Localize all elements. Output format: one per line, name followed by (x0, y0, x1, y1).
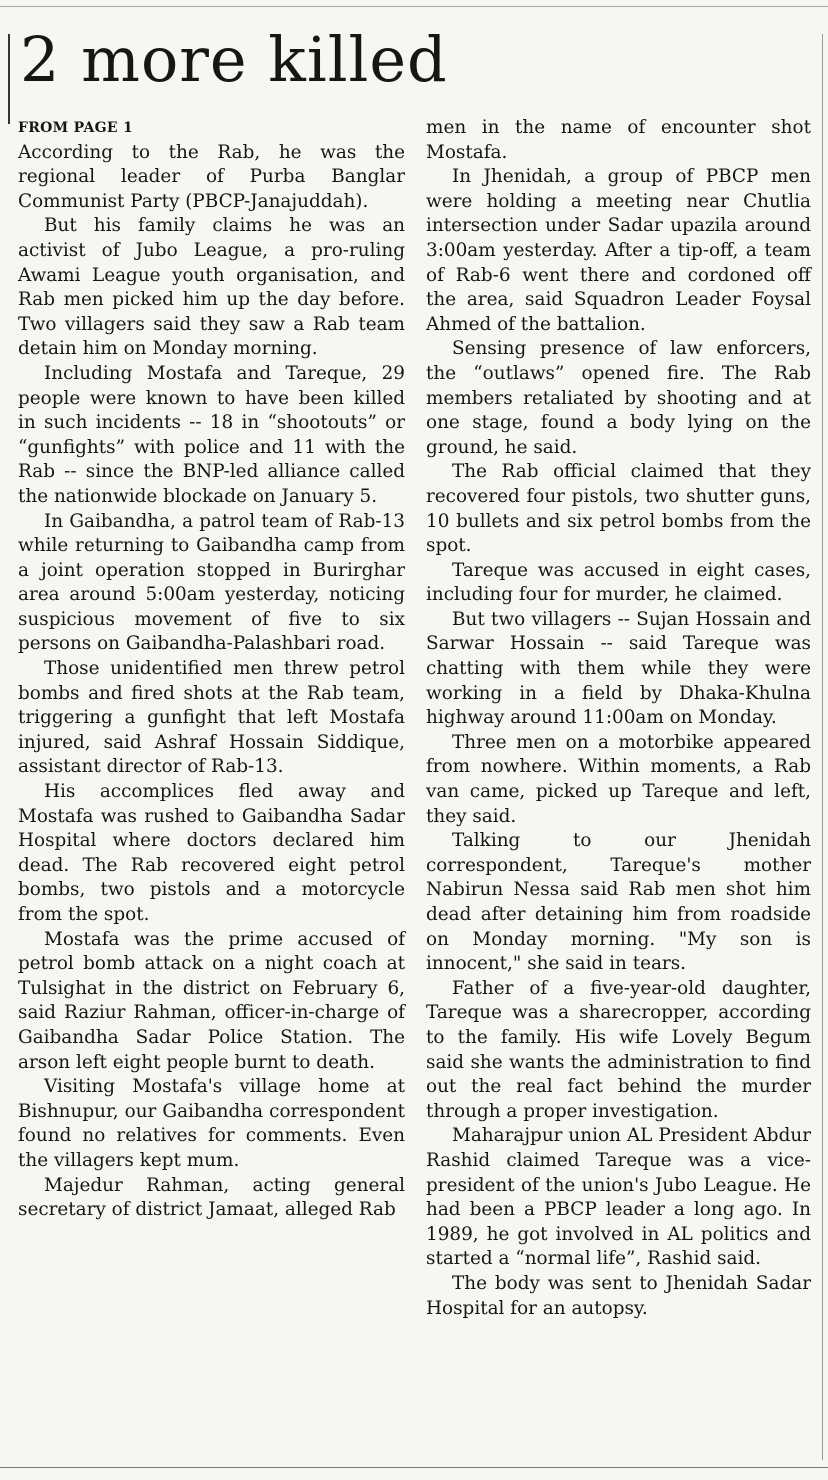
paragraph: Three men on a motorbike appeared from nowhere. Within moments, a Rab van came, picked up Tareque and left, they said. (426, 731, 811, 827)
paragraph: But his family claims he was an activist of Jubo League, a pro-ruling Awami League youth organisation, and Rab men picked him up the day before. Two villagers said they saw a Rab team detain him on Monday morning. (18, 215, 405, 360)
top-rule (0, 6, 828, 7)
paragraph: Those unidentified men threw petrol bombs and fired shots at the Rab team, triggering a gunfight that left Mostafa injured, said Ashraf Hossain Siddique, assistant director of Rab-13. (18, 658, 405, 778)
paragraph: The body was sent to Jhenidah Sadar Hospital for an autopsy. (426, 1272, 811, 1319)
paragraph: Talking to our Jhenidah correspondent, Tareque's mother Nabirun Nessa said Rab men shot him dead after detaining him from roadside on Monday morning. "My son is innocent," she said in tears. (426, 830, 811, 975)
right-column (426, 116, 811, 1321)
paragraph: Visiting Mostafa's village home at Bishnupur, our Gaibandha correspondent found no relatives for comments. Even the villagers kept mum. (18, 1076, 405, 1171)
paragraph: Maharajpur union AL President Abdur Rashid claimed Tareque was a vice-president of the union's Jubo League. He had been a PBCP leader a long ago. In 1989, he got involved in AL politics and started a “normal life”, Rashid said. (426, 1125, 811, 1270)
paragraph: Tareque was accused in eight cases, including four for murder, he claimed. (426, 559, 811, 606)
paragraph: According to the Rab, he was the regional leader of Purba Banglar Communist Party (PBCP-Janajuddah). (18, 141, 405, 212)
headline: 2 more killed (20, 23, 448, 96)
paragraph: The Rab official claimed that they recovered four pistols, two shutter guns, 10 bullets and six petrol bombs from the spot. (426, 461, 811, 557)
paragraph: Mostafa was the prime accused of petrol bomb attack on a night coach at Tulsighat in the district on February 6, said Raziur Rahman, officer-in-charge of Gaibandha Sadar Police Station. The arson left eight people burnt to death. (18, 928, 405, 1073)
right-rule (822, 34, 823, 1460)
paragraph: Father of a five-year-old daughter, Tareque was a sharecropper, according to the family. His wife Lovely Begum said she wants the administration to find out the real fact behind the murder through a proper investigation. (426, 977, 811, 1122)
paragraph: Including Mostafa and Tareque, 29 people were known to have been killed in such incidents -- 18 in “shootouts” or “gunfights” with police and 11 with the Rab -- since the BNP-led alliance called the nationwide blockade on January 5. (18, 362, 405, 507)
paragraph: His accomplices fled away and Mostafa was rushed to Gaibandha Sadar Hospital where doctors declared him dead. The Rab recovered eight petrol bombs, two pistols and a motorcycle from the spot. (18, 781, 405, 925)
left-column (18, 116, 405, 1223)
dateline: FROM PAGE 1 (18, 120, 134, 136)
paragraph-continuation: men in the name of encounter shot Mostafa. (426, 117, 811, 163)
paragraph: In Gaibandha, a patrol team of Rab-13 while returning to Gaibandha camp from a joint operation stopped in Burirghar area around 5:00am yesterday, noticing suspicious movement of five to six persons on Gaibandha-Palashbari road. (18, 510, 405, 655)
paragraph: Sensing presence of law enforcers, the “outlaws” opened fire. The Rab members retaliated by shooting and at one stage, found a body lying on the ground, he said. (426, 338, 811, 458)
headline-left-rule (8, 34, 10, 124)
bottom-rule (0, 1467, 828, 1468)
paragraph: In Jhenidah, a group of PBCP men were holding a meeting near Chutlia intersection under Sadar upazila around 3:00am yesterday. After a tip-off, a team of Rab-6 went there and cordoned off the area, said Squadron Leader Foysal Ahmed of the battalion. (426, 166, 811, 335)
paragraph: But two villagers -- Sujan Hossain and Sarwar Hossain -- said Tareque was chatting with them while they were working in a field by Dhaka-Khulna highway around 11:00am on Monday. (426, 608, 811, 729)
paragraph: Majedur Rahman, acting general secretary of district Jamaat, alleged Rab (18, 1174, 405, 1221)
